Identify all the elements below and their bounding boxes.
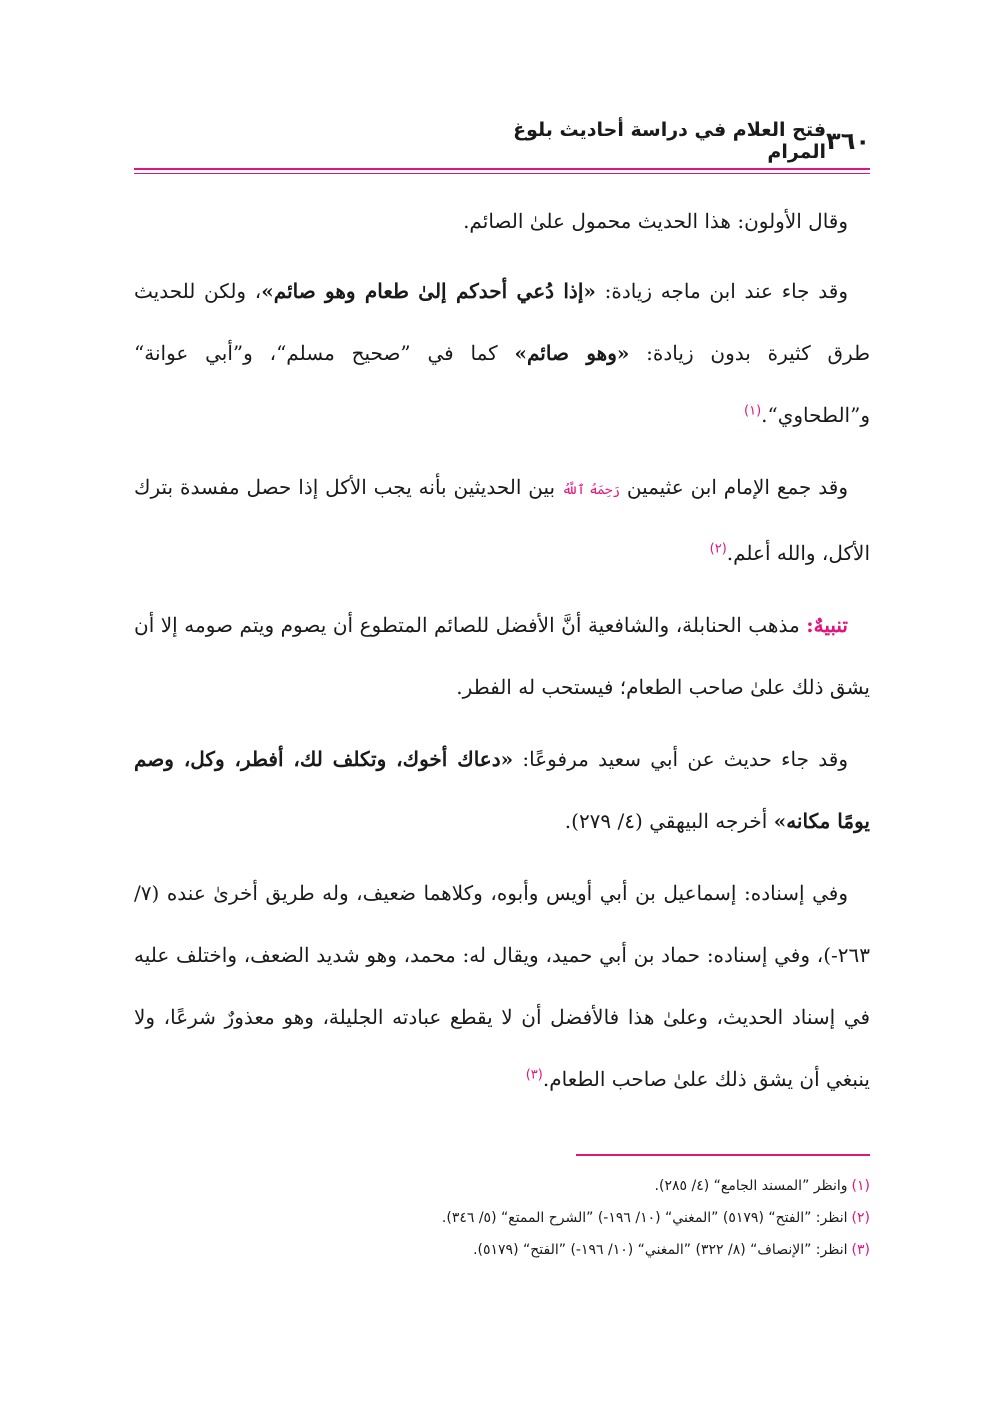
- footnotes: [134, 1170, 870, 1266]
- paragraph-2: [134, 260, 870, 446]
- paragraph-2-text-a: وقد جاء عند ابن ماجه زيادة:: [595, 279, 848, 303]
- paragraph-3: [134, 456, 870, 584]
- paragraph-5-text-a: وقد جاء حديث عن أبي سعيد مرفوعًا:: [513, 747, 848, 771]
- body-text: [134, 190, 870, 1110]
- hadith-quote-1: «إذا دُعي أحدكم إلىٰ طعام وهو صائم»: [261, 279, 596, 303]
- paragraph-4: [134, 594, 870, 718]
- paragraph-1-text: وقال الأولون: هذا الحديث محمول علىٰ الصائم.: [463, 209, 848, 233]
- paragraph-6-text: وفي إسناده: إسماعيل بن أبي أويس وأبوه، وكلاهما ضعيف، وله طريق أخرىٰ عنده (٧/ ٢٦٣-)، وفي إسناده: حماد بن أبي حميد، ويقال له: محمد، وهو شديد الضعف، واختلف عليه في إسناد الحديث، وعلىٰ هذا فالأفضل أن لا يقطع عبادته الجليلة، وهو معذورٌ شرعًا، ولا ينبغي أن يشق ذلك علىٰ صاحب الطعام.: [134, 881, 870, 1091]
- footnote-ref-1[interactable]: (١): [744, 403, 762, 419]
- footnote-1: [134, 1170, 870, 1202]
- header-rule: [134, 168, 870, 176]
- book-page: [134, 120, 870, 1320]
- footnote-text: انظر: ”الإنصاف“ (٨/ ٣٢٢) ”المغني“ (١٠/ ١٩٦-) ”الفتح“ (٥١٧٩).: [473, 1242, 848, 1258]
- header-rule-thick: [134, 168, 870, 170]
- paragraph-2-text-c: كما في ”صحيح مسلم“، و”أبي عوانة“ و”الطحاوي“.: [134, 341, 870, 427]
- paragraph-3-text-b: بين الحديثين بأنه يجب الأكل إذا حصل مفسدة بترك الأكل، والله أعلم.: [134, 475, 870, 565]
- paragraph-5: [134, 728, 870, 852]
- footnote-ref-3[interactable]: (٣): [525, 1067, 543, 1083]
- paragraph-6: [134, 862, 870, 1110]
- hadith-quote-2: «وهو صائم»: [514, 341, 630, 365]
- footnote-number: (٢): [851, 1210, 870, 1226]
- footnote-separator: [576, 1154, 870, 1156]
- footnote-number: (٣): [851, 1242, 870, 1258]
- running-title: فتح العلام في دراسة أحاديث بلوغ المرام: [513, 119, 827, 163]
- paragraph-5-text-b: أخرجه البيهقي (٤/ ٢٧٩).: [564, 809, 774, 833]
- footnote-text: وانظر ”المسند الجامع“ (٤/ ٢٨٥).: [654, 1178, 848, 1194]
- paragraph-1: [134, 190, 870, 252]
- footnote-3: [134, 1234, 870, 1266]
- page-number: ٣٦٠: [826, 127, 870, 155]
- footnote-text: انظر: ”الفتح“ (٥١٧٩) ”المغني“ (١٠/ ١٩٦-) ”الشرح الممتع“ (٥/ ٣٤٦).: [441, 1210, 848, 1226]
- honorific-glyph: رَحِمَهُ ٱللَّهُ: [562, 483, 620, 498]
- paragraph-4-text: مذهب الحنابلة، والشافعية أنَّ الأفضل للصائم المتطوع أن يصوم ويتم صومه إلا أن يشق ذلك علىٰ صاحب الطعام؛ فيستحب له الفطر.: [134, 613, 870, 699]
- header-rule-thin: [134, 173, 870, 174]
- footnote-number: (١): [851, 1178, 870, 1194]
- hadith-quote-3: «دعاك أخوك، وتكلف لك، أفطر، وكل، وصم يومًا مكانه»: [134, 747, 870, 833]
- paragraph-3-text-a: وقد جمع الإمام ابن عثيمين: [619, 475, 848, 499]
- footnote-2: [134, 1202, 870, 1234]
- note-label: تنبيهٌ:: [806, 613, 848, 637]
- paragraph-2-text-b: ، ولكن للحديث طرق كثيرة بدون زيادة:: [134, 279, 871, 365]
- footnote-ref-2[interactable]: (٢): [709, 541, 727, 557]
- page-header: [134, 120, 870, 162]
